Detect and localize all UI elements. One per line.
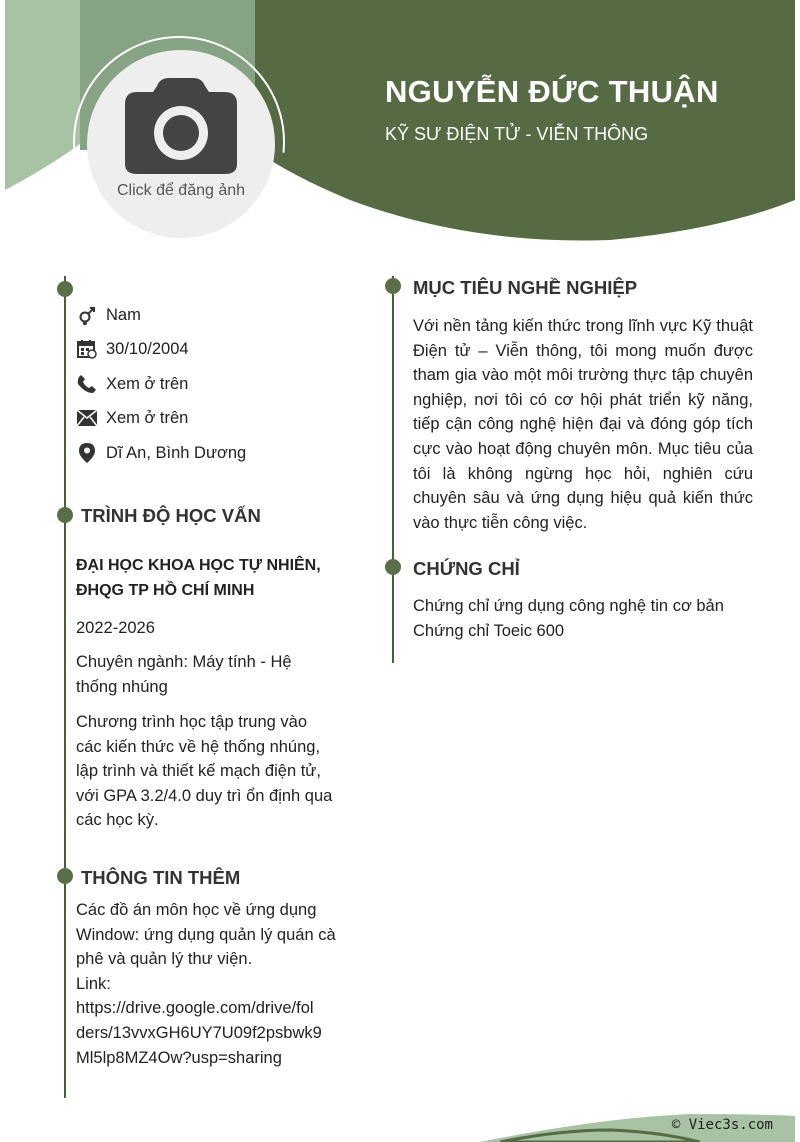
description-line: các học kỳ. bbox=[76, 811, 159, 830]
education-description bbox=[76, 710, 332, 833]
description-line: các kiến thức về hệ thống nhúng, bbox=[76, 737, 321, 756]
objective-title: MỤC TIÊU NGHỀ NGHIỆP bbox=[413, 277, 638, 298]
major-line: thống nhúng bbox=[76, 677, 168, 696]
description-line: lập trình và thiết kế mạch điện tử, bbox=[76, 762, 321, 781]
additional-line: Link: bbox=[76, 974, 111, 993]
major-line: Chuyên ngành: Máy tính - Hệ bbox=[76, 653, 292, 671]
job-title: KỸ SƯ ĐIỆN TỬ - VIỄN THÔNG bbox=[385, 124, 649, 144]
additional-line: Window: ứng dụng quản lý quán cà bbox=[76, 925, 336, 944]
contact-birthday-value: 30/10/2004 bbox=[106, 339, 189, 358]
candidate-name: NGUYỄN ĐỨC THUẬN bbox=[385, 74, 719, 109]
left-timeline bbox=[64, 276, 66, 1098]
watermark: © Viec3s.com bbox=[671, 1117, 773, 1133]
additional-text bbox=[76, 898, 336, 1070]
location-icon bbox=[76, 442, 98, 464]
school-name-line: ĐHQG TP HỒ CHÍ MINH bbox=[76, 582, 255, 599]
education-dot bbox=[57, 507, 73, 523]
contact-address bbox=[76, 442, 246, 464]
certificate-item: Chứng chỉ Toeic 600 bbox=[413, 621, 565, 640]
objective-text: Với nền tảng kiến thức trong lĩnh vực Kỹ thuật Điện tử – Viễn thông, tôi mong muốn được tham gia vào một môi trường thực tập chuyên nghiệp, nơi tôi có cơ hội phát triển kỹ năng, tiếp cận công nghệ hiện đại và đóng góp tích cực vào hoạt động chuyên môn. Mục tiêu của tôi là không ngừng học hỏi, nghiên cứu chuyên sâu và ứng dụng hiệu quả kiến thức vào thực tiễn công việc. bbox=[413, 317, 753, 532]
description-line: Chương trình học tập trung vào bbox=[76, 713, 307, 731]
description-line: với GPA 3.2/4.0 duy trì ổn định qua bbox=[76, 786, 333, 805]
contact-email-value: Xem ở trên bbox=[106, 408, 189, 427]
drive-link[interactable]: https://drive.google.com/drive/fol bbox=[76, 999, 314, 1018]
contact-gender bbox=[76, 304, 141, 326]
photo-caption[interactable]: Click để đăng ảnh bbox=[116, 182, 246, 199]
right-timeline bbox=[392, 276, 394, 663]
additional-title: THÔNG TIN THÊM bbox=[81, 867, 241, 888]
school-name bbox=[76, 553, 321, 603]
major bbox=[76, 650, 292, 699]
email-icon bbox=[76, 407, 98, 429]
contact-address-value: Dĩ An, Bình Dương bbox=[106, 443, 247, 462]
contact-phone bbox=[76, 373, 188, 395]
certificates-list bbox=[413, 594, 724, 643]
contact-email bbox=[76, 407, 188, 429]
drive-link[interactable]: Ml5lp8MZ4Ow?usp=sharing bbox=[76, 1048, 282, 1067]
certificates-dot bbox=[385, 559, 401, 575]
calendar-icon bbox=[76, 338, 98, 360]
school-name-line: ĐẠI HỌC KHOA HỌC TỰ NHIÊN, bbox=[76, 557, 321, 574]
gender-icon bbox=[76, 304, 98, 326]
contact-birthday bbox=[76, 338, 189, 360]
education-title: TRÌNH ĐỘ HỌC VẤN bbox=[81, 505, 261, 526]
camera-icon[interactable] bbox=[123, 76, 239, 176]
additional-line: Các đồ án môn học về ứng dụng bbox=[76, 901, 317, 919]
objective-dot bbox=[385, 278, 401, 294]
additional-line: phê và quản lý thư viện. bbox=[76, 950, 253, 969]
contact-phone-value: Xem ở trên bbox=[106, 374, 189, 393]
contact-dot bbox=[57, 281, 73, 297]
additional-dot bbox=[57, 868, 73, 884]
certificate-item: Chứng chỉ ứng dụng công nghệ tin cơ bản bbox=[413, 597, 724, 615]
certificates-title: CHỨNG CHỈ bbox=[413, 558, 520, 579]
study-period: 2022-2026 bbox=[76, 619, 155, 637]
phone-icon bbox=[76, 373, 98, 395]
contact-gender-value: Nam bbox=[106, 305, 141, 324]
drive-link[interactable]: ders/13vvxGH6UY7U09f2psbwk9 bbox=[76, 1023, 322, 1042]
